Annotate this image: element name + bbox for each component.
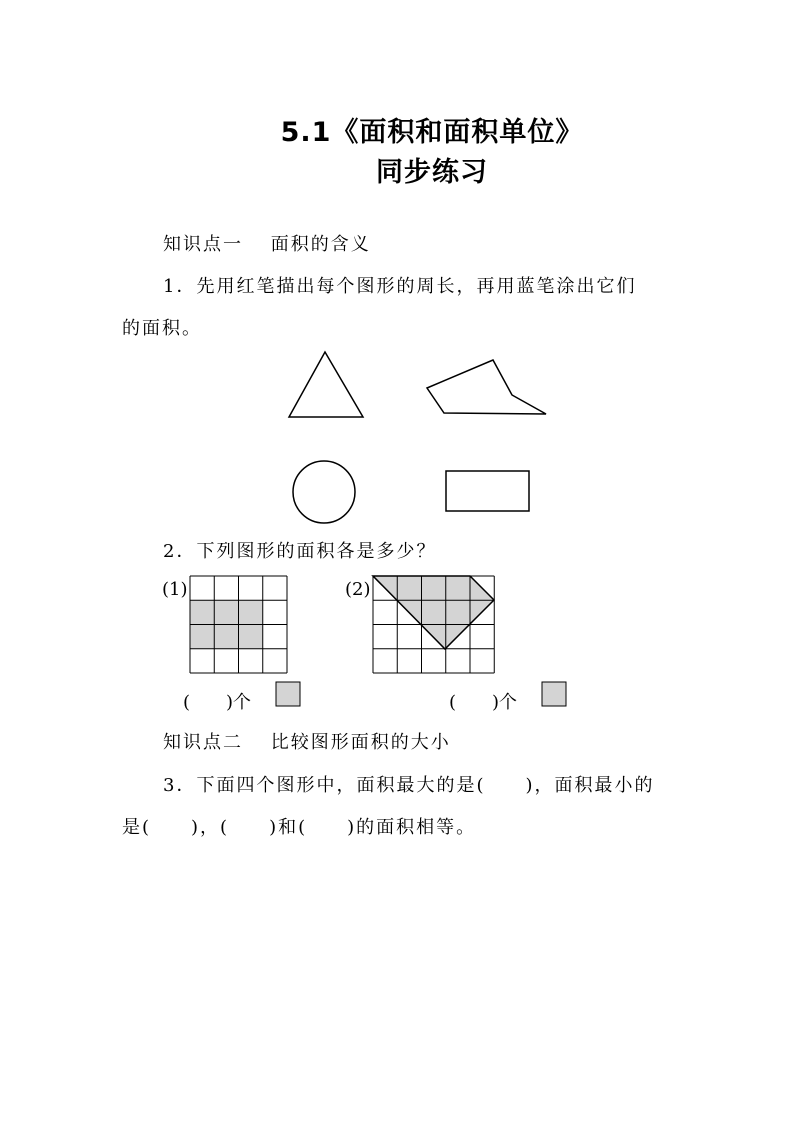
page-subtitle: 同步练习 — [376, 157, 488, 188]
answer-blank-1[interactable]: ( )个 — [183, 692, 252, 713]
grid-shaded-cell — [239, 625, 263, 649]
page-title: 5.1《面积和面积单位》 — [280, 117, 584, 148]
answer-blank-2[interactable]: ( )个 — [449, 692, 518, 713]
question-1-line-1: 1．先用红笔描出每个图形的周长，再用蓝笔涂出它们 — [163, 276, 637, 297]
question-2-text: 2．下列图形的面积各是多少？ — [163, 541, 437, 562]
grid-shaded-cell — [214, 625, 238, 649]
unit-square-2 — [542, 682, 566, 706]
grid-shaded-cell — [214, 600, 238, 624]
grid-1 — [190, 576, 287, 673]
grid-2 — [373, 576, 494, 673]
quadrilateral-shape — [427, 360, 546, 414]
rectangle-shape — [446, 471, 529, 511]
triangle-shape — [289, 352, 363, 417]
figure-label-1: (1) — [162, 579, 188, 600]
circle-shape — [293, 461, 355, 523]
question-1-line-2: 的面积。 — [122, 318, 202, 339]
question-3-line-2: 是( )，( )和( )的面积相等。 — [122, 817, 477, 838]
section-heading-1: 知识点一 面积的含义 — [163, 234, 371, 255]
section-heading-2: 知识点二 比较图形面积的大小 — [163, 732, 451, 753]
grid-shaded-cell — [190, 625, 214, 649]
grid-shaded-cell — [190, 600, 214, 624]
grid-shaded-cell — [239, 600, 263, 624]
question-3-line-1: 3．下面四个图形中，面积最大的是( )，面积最小的 — [163, 775, 655, 796]
unit-square-1 — [276, 682, 300, 706]
figure-label-2: (2) — [345, 579, 371, 600]
